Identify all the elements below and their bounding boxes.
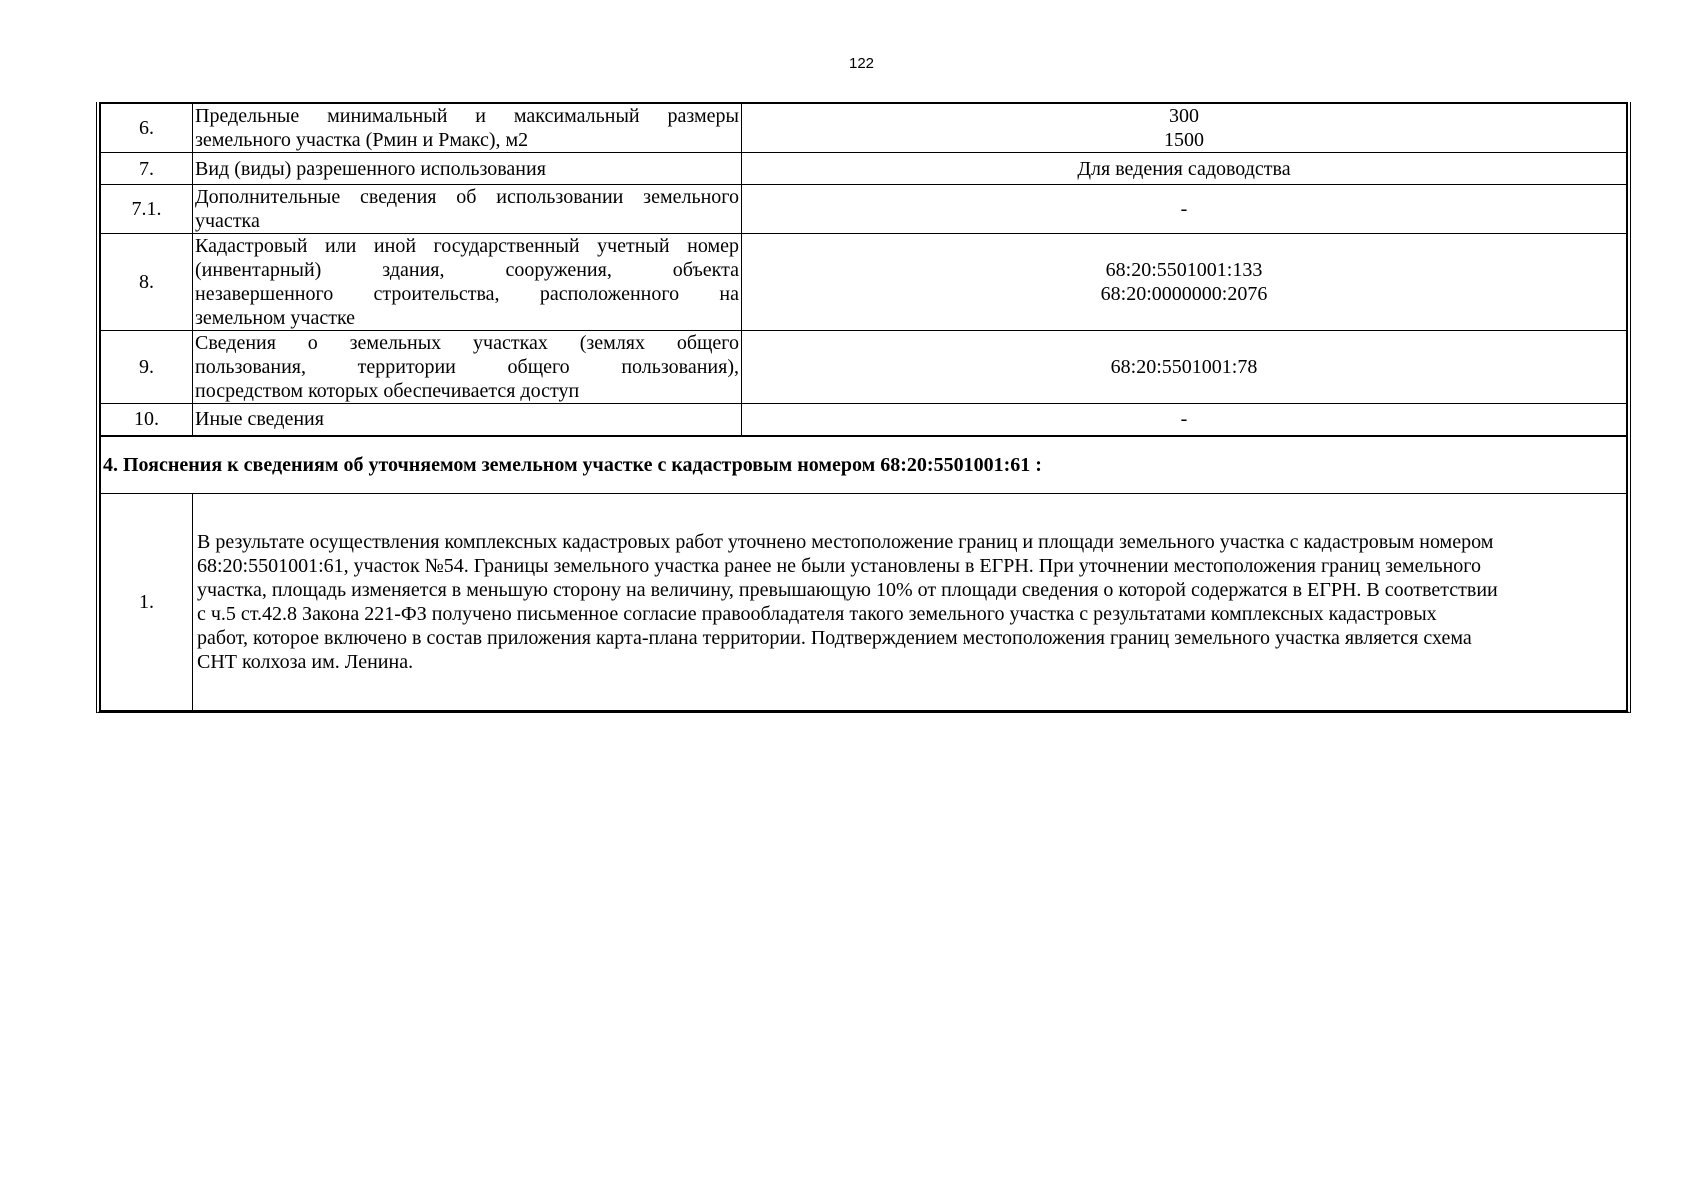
row-value	[742, 153, 1627, 185]
explanation-line: с ч.5 ст.42.8 Закона 221-ФЗ получено письменное согласие правообладателя такого земельного участка с результатами комплексных кадастровых	[197, 602, 1437, 625]
row-value	[742, 103, 1627, 153]
row-value-line: 300	[1169, 105, 1199, 127]
row-label-line: земельного участка (Рмин и Рмакс), м2	[195, 129, 529, 151]
parcel-info-table	[100, 102, 1627, 711]
parcel-info-rows	[101, 103, 1627, 436]
row-value	[742, 404, 1627, 436]
row-label-line: Иные сведения	[195, 408, 324, 431]
row-label-line: (инвентарный) здания, сооружения, объекта	[195, 259, 739, 281]
row-value-line: 68:20:5501001:78	[1110, 356, 1258, 378]
section-4	[101, 436, 1627, 711]
row-label-line: Дополнительные сведения об использовании земельного	[195, 186, 739, 208]
section-4-item-number: 1.	[101, 493, 193, 710]
explanation-line: работ, которое включено в состав приложения карта-плана территории. Подтверждением местоположения границ земельного участка является схема	[197, 626, 1472, 649]
row-value-line: Для ведения садоводства	[1077, 157, 1291, 180]
section-4-explanation-text	[193, 493, 1627, 710]
row-label-line: незавершенного строительства, расположенного на	[195, 283, 739, 305]
row-value	[742, 331, 1627, 404]
table-row	[101, 153, 1627, 185]
row-label-line: Предельные минимальный и максимальный размеры	[195, 105, 739, 127]
row-label-line: пользования, территории общего пользования),	[195, 356, 739, 378]
table-row	[101, 331, 1627, 404]
page-number: 122	[848, 55, 875, 72]
explanation-line: участка, площадь изменяется в меньшую сторону на величину, превышающую 10% от площади сведения о которой содержатся в ЕГРН. В соответствии	[197, 578, 1498, 601]
row-label-line: Кадастровый или иной государственный учетный номер	[195, 235, 739, 257]
section-4-item-row	[101, 493, 1627, 710]
row-label-line: земельном участке	[195, 307, 356, 329]
row-number: 7.1.	[101, 185, 193, 234]
row-value	[742, 234, 1627, 331]
row-number: 9.	[101, 331, 193, 404]
row-label	[193, 153, 742, 185]
row-label	[193, 103, 742, 153]
row-label	[193, 331, 742, 404]
explanation-line: СНТ колхоза им. Ленина.	[197, 650, 414, 673]
row-value-line: -	[1180, 198, 1188, 220]
document-table-frame	[96, 102, 1631, 713]
table-row	[101, 185, 1627, 234]
row-value-line: 68:20:5501001:133	[1105, 259, 1263, 281]
row-label-line: Вид (виды) разрешенного использования	[195, 157, 546, 180]
section-4-heading-row	[101, 436, 1627, 494]
explanation-line: В результате осуществления комплексных кадастровых работ уточнено местоположение границ и площади земельного участка с кадастровым номером	[197, 530, 1494, 553]
section-4-heading: 4. Пояснения к сведениям об уточняемом земельном участке с кадастровым номером 68:20:5501001:61 :	[101, 436, 1627, 494]
row-label	[193, 185, 742, 234]
row-label	[193, 404, 742, 436]
row-value-line: -	[1180, 408, 1188, 431]
row-label	[193, 234, 742, 331]
row-number: 6.	[101, 103, 193, 153]
row-value	[742, 185, 1627, 234]
row-label-line: Сведения о земельных участках (землях общего	[195, 332, 739, 354]
row-label-line: посредством которых обеспечивается доступ	[195, 380, 580, 402]
row-value-line: 1500	[1164, 129, 1204, 151]
row-number: 7.	[101, 153, 193, 185]
explanation-line: 68:20:5501001:61, участок №54. Границы земельного участка ранее не были установлены в ЕГРН. При уточнении местоположения границ земельного	[197, 554, 1481, 577]
table-row	[101, 103, 1627, 153]
row-label-line: участка	[195, 210, 260, 232]
row-number: 10.	[101, 404, 193, 436]
row-value-line: 68:20:0000000:2076	[1100, 283, 1268, 305]
table-row	[101, 404, 1627, 436]
row-number: 8.	[101, 234, 193, 331]
table-row	[101, 234, 1627, 331]
